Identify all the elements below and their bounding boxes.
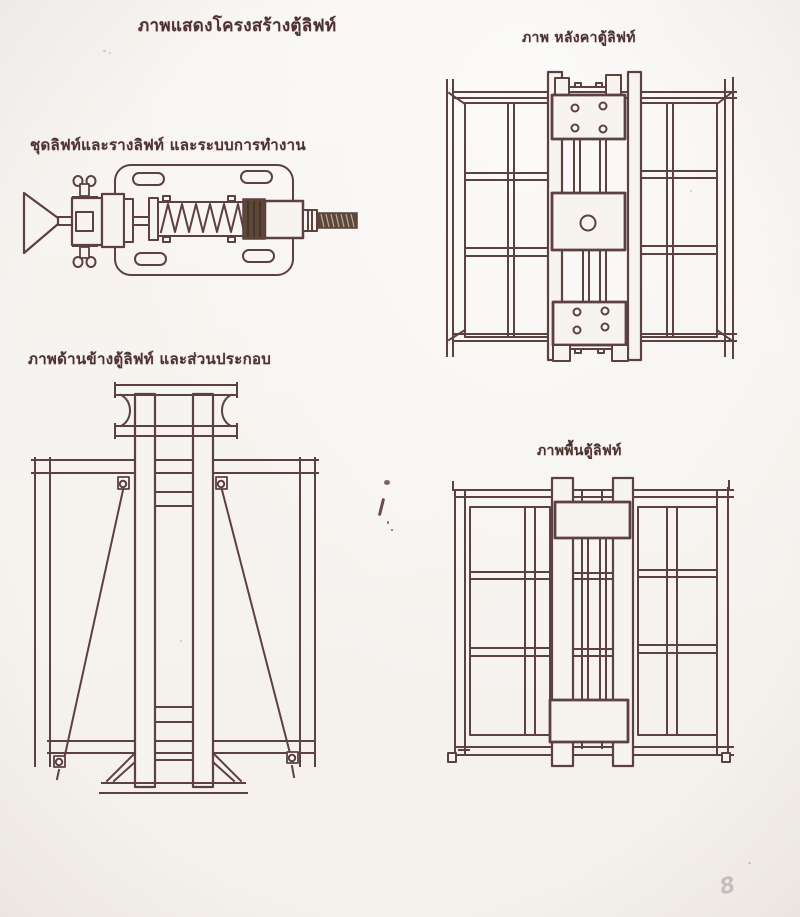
mast-rungs — [155, 473, 193, 760]
label-floor-view: ภาพพื้นตู้ลิฟท์ — [537, 443, 622, 459]
ink-speck — [748, 862, 751, 864]
outer-posts — [35, 458, 315, 766]
roof-top-bolt-plate — [552, 95, 625, 139]
piston-block — [243, 199, 303, 239]
lift-side-view-drawing — [30, 380, 350, 810]
center-mast-columns — [135, 394, 213, 787]
ink-speck — [690, 190, 692, 192]
floor-bottom-plate — [550, 700, 628, 742]
floor-right-panel-grid — [638, 507, 717, 735]
roof-left-panel-grid — [465, 103, 550, 337]
label-mechanism-view: ชุดลิฟท์และรางลิฟท์ และระบบการทำงาน — [30, 136, 306, 154]
bottom-frame-rail — [48, 741, 313, 753]
roof-center-plate — [552, 193, 625, 250]
ink-speck — [387, 521, 389, 524]
ink-speck — [180, 640, 182, 642]
floor-left-panel-grid — [470, 507, 550, 735]
handwritten-page-mark: 8 — [717, 872, 739, 901]
lift-roof-drawing — [440, 60, 750, 372]
spring-assembly — [149, 196, 245, 242]
guide-cone — [24, 193, 73, 253]
floor-top-plate — [555, 502, 630, 538]
ink-dot-artifact — [384, 480, 390, 485]
lift-floor-drawing — [445, 478, 745, 770]
mast-head-ibeam — [115, 383, 237, 438]
roof-bottom-tabs — [553, 345, 628, 361]
roof-right-panel-grid — [632, 103, 717, 337]
top-frame-rail — [32, 460, 318, 473]
lift-drive-mechanism-drawing — [20, 158, 370, 293]
page-title: ภาพแสดงโครงสร้างตู้ลิฟท์ — [138, 16, 337, 36]
label-side-view: ภาพด้านข้างตู้ลิฟท์ และส่วนประกอบ — [28, 350, 272, 368]
roof-bottom-bolt-plate — [553, 302, 626, 345]
ink-speck — [103, 50, 106, 52]
ink-speck — [109, 52, 111, 54]
ink-speck — [391, 529, 393, 531]
ink-stroke-artifact — [378, 498, 385, 516]
threaded-rod — [303, 210, 357, 231]
label-roof-view: ภาพ หลังคาตู้ลิฟท์ — [522, 30, 636, 46]
brace-anchors — [54, 752, 298, 779]
